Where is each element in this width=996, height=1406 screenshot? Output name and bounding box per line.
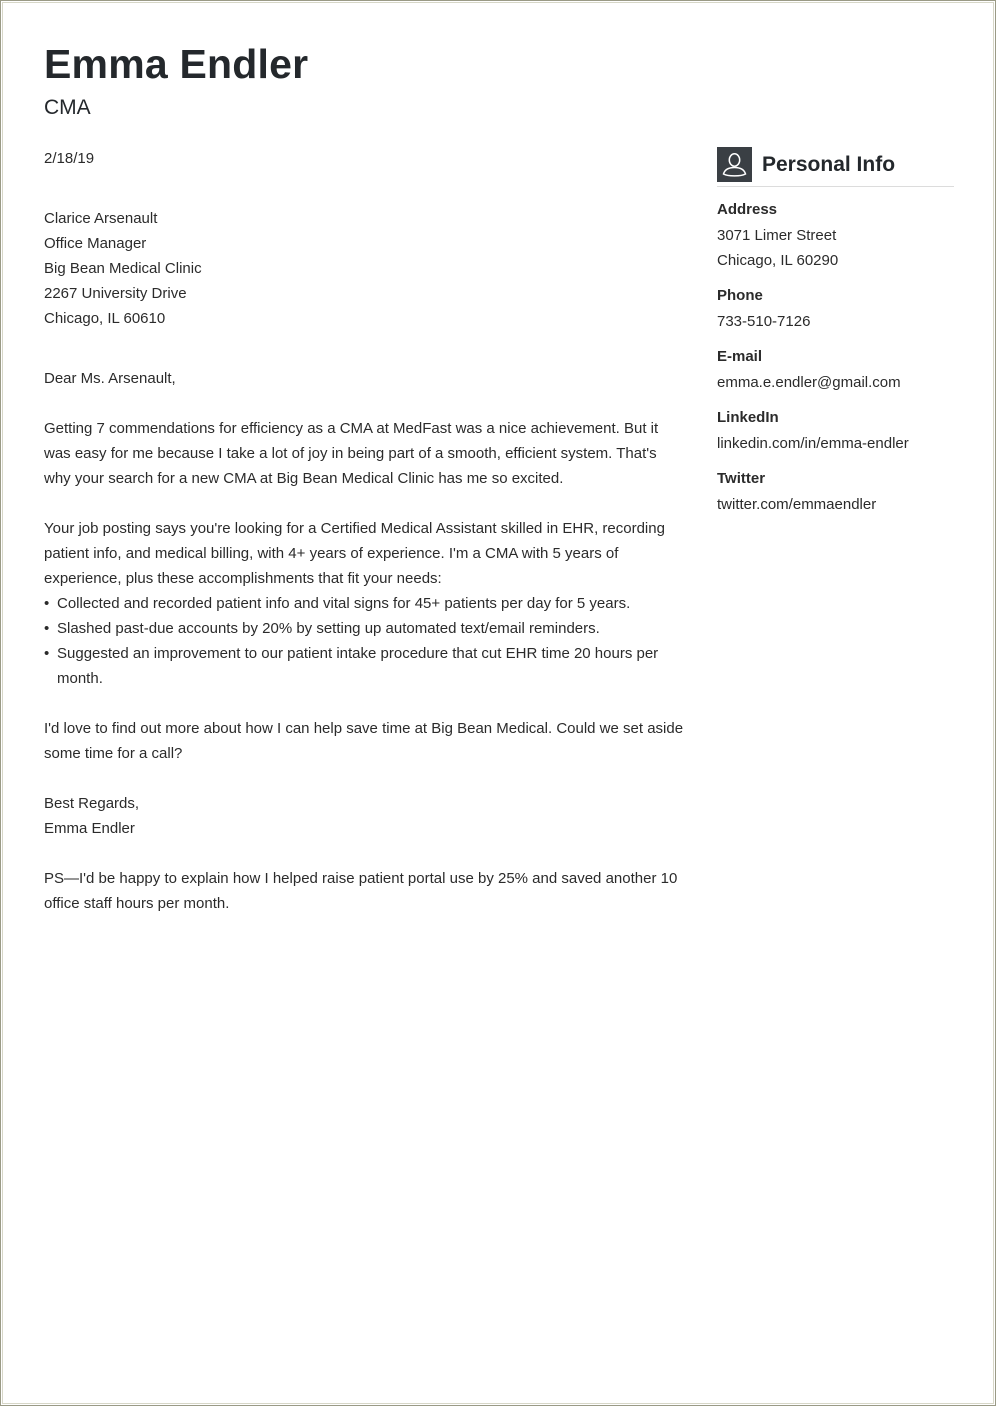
- letter-body: [44, 146, 684, 916]
- applicant-title: CMA: [44, 96, 91, 119]
- signature: Emma Endler: [44, 820, 135, 837]
- address-line-2: Chicago, IL 60290: [717, 252, 839, 269]
- postscript: PS—I'd be happy to explain how I helped raise patient portal use by 25% and saved another 10 office staff hours per month.: [44, 870, 678, 912]
- recipient-block: [44, 206, 684, 331]
- personal-info-title: Personal Info: [762, 152, 896, 176]
- bullet-icon: •: [44, 620, 50, 637]
- paragraph-2: [44, 516, 684, 691]
- recipient-company: Big Bean Medical Clinic: [44, 260, 202, 277]
- recipient-name: Clarice Arsenault: [44, 210, 158, 227]
- address-value: [717, 223, 954, 273]
- header: [44, 39, 308, 121]
- letter-date: 2/18/19: [44, 150, 95, 167]
- recipient-street: 2267 University Drive: [44, 285, 187, 302]
- recipient-position: Office Manager: [44, 235, 147, 252]
- email-link[interactable]: emma.e.endler@gmail.com: [717, 374, 901, 391]
- paragraph-2-text: Your job posting says you're looking for a Certified Medical Assistant skilled in EHR, recording patient info, and medical billing, with 4+ years of experience. I'm a CMA with 5 years of experience, plus these accomplishments that fit your needs:: [44, 520, 665, 587]
- closing: [44, 791, 684, 841]
- recipient-city: Chicago, IL 60610: [44, 310, 166, 327]
- list-item: [44, 591, 684, 616]
- address-label: Address: [717, 201, 778, 218]
- phone-label: Phone: [717, 287, 763, 304]
- phone-value: 733-510-7126: [717, 313, 811, 330]
- bullet-icon: •: [44, 595, 50, 612]
- list-item-text: Slashed past-due accounts by 20% by setting up automated text/email reminders.: [57, 620, 600, 637]
- twitter-label: Twitter: [717, 470, 766, 487]
- paragraph-3: I'd love to find out more about how I can help save time at Big Bean Medical. Could we set aside some time for a call?: [44, 720, 684, 762]
- twitter-link[interactable]: twitter.com/emmaendler: [717, 496, 877, 513]
- list-item-text: Collected and recorded patient info and vital signs for 45+ patients per day for 5 years.: [57, 595, 631, 612]
- list-item: [44, 641, 684, 691]
- linkedin-link[interactable]: linkedin.com/in/emma-endler: [717, 435, 909, 452]
- paragraph-1: Getting 7 commendations for efficiency as a CMA at MedFast was a nice achievement. But it was easy for me because I take a lot of joy in being part of a smooth, efficient system. That's why your search for a new CMA at Big Bean Medical Clinic has me so excited.: [44, 420, 659, 487]
- personal-info-sidebar: [717, 147, 954, 517]
- personal-info-header: [717, 147, 954, 187]
- bullet-icon: •: [44, 645, 50, 662]
- greeting: Dear Ms. Arsenault,: [44, 370, 176, 387]
- address-line-1: 3071 Limer Street: [717, 227, 837, 244]
- linkedin-label: LinkedIn: [717, 409, 779, 426]
- signoff: Best Regards,: [44, 795, 140, 812]
- list-item-text: Suggested an improvement to our patient intake procedure that cut EHR time 20 hours per month.: [57, 645, 659, 687]
- list-item: [44, 616, 684, 641]
- accomplishments-list: [44, 591, 684, 691]
- applicant-name: Emma Endler: [44, 41, 309, 87]
- email-label: E-mail: [717, 348, 763, 365]
- person-icon: [717, 147, 752, 182]
